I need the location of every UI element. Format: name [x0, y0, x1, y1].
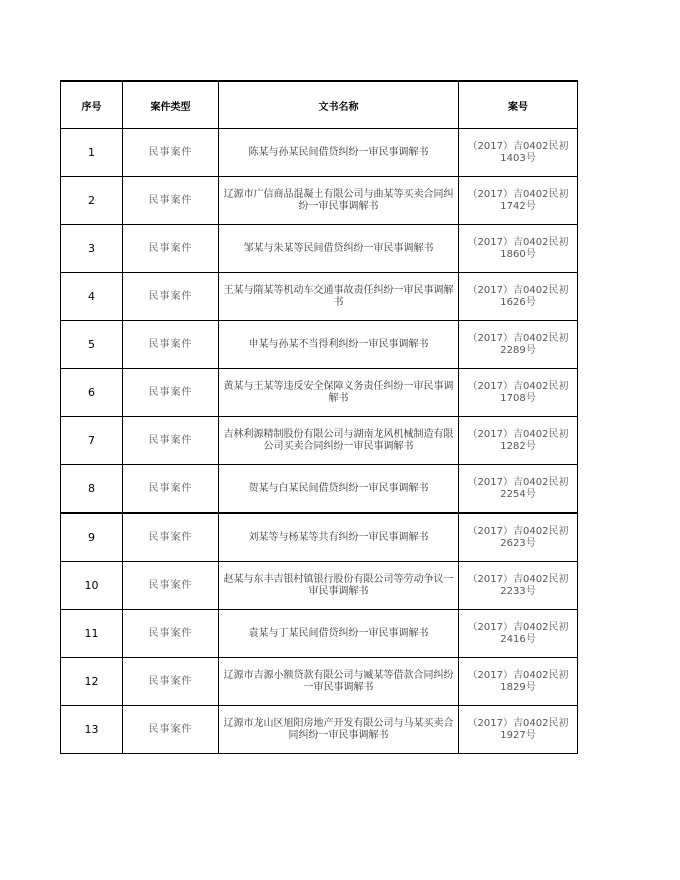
row-case-type: 民事案件 — [123, 658, 219, 706]
row-case-type: 民事案件 — [123, 465, 219, 514]
row-case-number: （2017）吉0402民初1829号 — [459, 658, 578, 706]
row-document-title: 申某与孙某不当得利纠纷一审民事调解书 — [219, 321, 459, 369]
table-row — [61, 658, 578, 706]
table-row — [61, 465, 578, 514]
row-case-number: （2017）吉0402民初2289号 — [459, 321, 578, 369]
row-serial-number: 8 — [61, 465, 123, 514]
row-case-type: 民事案件 — [123, 706, 219, 754]
table-row — [61, 129, 578, 177]
row-case-type: 民事案件 — [123, 225, 219, 273]
row-serial-number: 12 — [61, 658, 123, 706]
header-case-type: 案件类型 — [123, 81, 219, 129]
row-case-type: 民事案件 — [123, 177, 219, 225]
row-case-number: （2017）吉0402民初1282号 — [459, 417, 578, 465]
table-header-row — [61, 81, 578, 129]
table-row — [61, 610, 578, 658]
table-row — [61, 417, 578, 465]
row-serial-number: 1 — [61, 129, 123, 177]
row-case-number: （2017）吉0402民初2416号 — [459, 610, 578, 658]
row-serial-number: 2 — [61, 177, 123, 225]
row-serial-number: 13 — [61, 706, 123, 754]
table-row — [61, 321, 578, 369]
table-row — [61, 706, 578, 754]
row-case-type: 民事案件 — [123, 562, 219, 610]
row-case-type: 民事案件 — [123, 321, 219, 369]
header-case-number: 案号 — [459, 81, 578, 129]
table-row — [61, 369, 578, 417]
row-document-title: 吉林利源精制股份有限公司与湖南龙风机械制造有限公司买卖合同纠纷一审民事调解书 — [219, 417, 459, 465]
table-row — [61, 225, 578, 273]
row-document-title: 黄某与王某等违反安全保障义务责任纠纷一审民事调解书 — [219, 369, 459, 417]
row-case-number: （2017）吉0402民初1742号 — [459, 177, 578, 225]
row-serial-number: 10 — [61, 562, 123, 610]
row-document-title: 邹某与朱某等民间借贷纠纷一审民事调解书 — [219, 225, 459, 273]
row-serial-number: 6 — [61, 369, 123, 417]
row-case-type: 民事案件 — [123, 369, 219, 417]
row-document-title: 辽源市龙山区旭阳房地产开发有限公司与马某买卖合同纠纷一审民事调解书 — [219, 706, 459, 754]
row-case-type: 民事案件 — [123, 417, 219, 465]
row-case-number: （2017）吉0402民初1626号 — [459, 273, 578, 321]
row-case-number: （2017）吉0402民初2254号 — [459, 465, 578, 514]
row-case-number: （2017）吉0402民初1927号 — [459, 706, 578, 754]
row-serial-number: 5 — [61, 321, 123, 369]
row-document-title: 辽源市广信商品混凝土有限公司与曲某等买卖合同纠纷一审民事调解书 — [219, 177, 459, 225]
table-row — [61, 562, 578, 610]
row-case-number: （2017）吉0402民初1860号 — [459, 225, 578, 273]
case-document-table — [60, 80, 578, 754]
row-case-number: （2017）吉0402民初2623号 — [459, 513, 578, 562]
row-case-type: 民事案件 — [123, 129, 219, 177]
row-case-type: 民事案件 — [123, 513, 219, 562]
row-document-title: 赵某与东丰吉银村镇银行股份有限公司等劳动争议一审民事调解书 — [219, 562, 459, 610]
table-row — [61, 273, 578, 321]
row-document-title: 王某与隋某等机动车交通事故责任纠纷一审民事调解书 — [219, 273, 459, 321]
row-document-title: 辽源市吉源小额贷款有限公司与臧某等借款合同纠纷一审民事调解书 — [219, 658, 459, 706]
row-document-title: 袁某与丁某民间借贷纠纷一审民事调解书 — [219, 610, 459, 658]
row-case-type: 民事案件 — [123, 273, 219, 321]
row-serial-number: 11 — [61, 610, 123, 658]
row-serial-number: 3 — [61, 225, 123, 273]
row-document-title: 贺某与白某民间借贷纠纷一审民事调解书 — [219, 465, 459, 514]
row-case-number: （2017）吉0402民初1708号 — [459, 369, 578, 417]
row-serial-number: 7 — [61, 417, 123, 465]
row-serial-number: 4 — [61, 273, 123, 321]
row-document-title: 刘某等与杨某等共有纠纷一审民事调解书 — [219, 513, 459, 562]
header-serial-number: 序号 — [61, 81, 123, 129]
table-row — [61, 177, 578, 225]
row-serial-number: 9 — [61, 513, 123, 562]
row-document-title: 陈某与孙某民间借贷纠纷一审民事调解书 — [219, 129, 459, 177]
table-row — [61, 513, 578, 562]
row-case-number: （2017）吉0402民初2233号 — [459, 562, 578, 610]
row-case-type: 民事案件 — [123, 610, 219, 658]
row-case-number: （2017）吉0402民初1403号 — [459, 129, 578, 177]
header-document-title: 文书名称 — [219, 81, 459, 129]
